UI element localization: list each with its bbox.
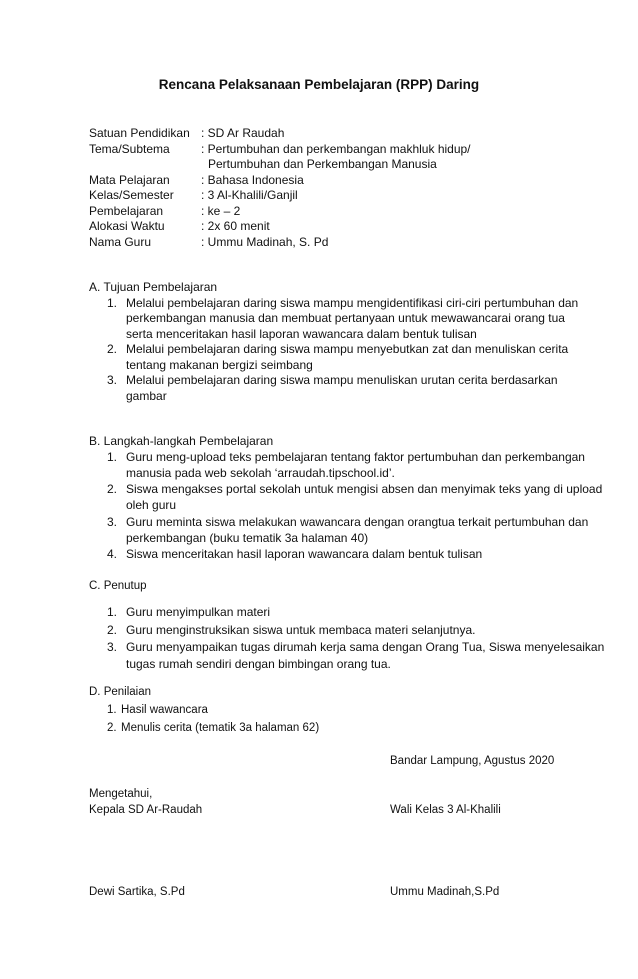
homeroom-teacher-name: Ummu Madinah,S.Pd [390, 886, 500, 898]
meta-value: : Ummu Madinah, S. Pd [201, 235, 329, 249]
list-item-line: perkembangan manusia dan membuat pertanyaan untuk mewawancarai orang tua [126, 311, 565, 325]
list-item-line: Guru menginstruksikan siswa untuk membaca materi selanjutnya. [126, 623, 476, 637]
list-item-number: 1. [107, 704, 117, 716]
list-item-number: 1. [107, 450, 118, 464]
list-item-number: 2. [107, 482, 118, 496]
meta-value: : SD Ar Raudah [201, 126, 285, 140]
list-item-line: Guru meminta siswa melakukan wawancara dengan orangtua terkait pertumbuhan dan [126, 515, 589, 529]
meta-label: Alokasi Waktu [89, 219, 165, 233]
meta-value: : 3 Al-Khalili/Ganjil [201, 188, 298, 202]
meta-value: : Bahasa Indonesia [201, 173, 304, 187]
list-item-line: Guru meng-upload teks pembelajaran tentang faktor pertumbuhan dan perkembangan [126, 450, 585, 464]
meta-label: Tema/Subtema [89, 142, 170, 156]
list-item-line: Siswa menceritakan hasil laporan wawancara dalam bentuk tulisan [126, 547, 483, 561]
list-item-line: Guru menyimpulkan materi [126, 605, 271, 619]
section-d-heading: D. Penilaian [89, 686, 152, 698]
list-item-line: manusia pada web sekolah ‘arraudah.tipschool.id’. [126, 466, 395, 480]
list-item-line: Melalui pembelajaran daring siswa mampu mengidentifikasi ciri-ciri pertumbuhan dan [126, 296, 579, 310]
principal-title: Kepala SD Ar-Raudah [89, 804, 203, 816]
list-item-line: gambar [126, 389, 167, 403]
list-item-line: serta menceritakan hasil laporan wawancara dalam bentuk tulisan [126, 327, 477, 341]
meta-value: : ke – 2 [201, 204, 241, 218]
list-item-line: Menulis cerita (tematik 3a halaman 62) [121, 722, 320, 734]
meta-value: : 2x 60 menit [201, 219, 270, 233]
meta-label: Pembelajaran [89, 204, 164, 218]
meta-label: Satuan Pendidikan [89, 126, 190, 140]
list-item-line: Guru menyampaikan tugas dirumah kerja sama dengan Orang Tua, Siswa menyelesaikan [126, 640, 605, 654]
meta-label: Nama Guru [89, 235, 152, 249]
list-item-number: 4. [107, 547, 118, 561]
list-item-number: 3. [107, 515, 118, 529]
section-a-heading: A. Tujuan Pembelajaran [89, 280, 218, 294]
list-item-number: 1. [107, 296, 118, 310]
list-item-number: 2. [107, 342, 118, 356]
list-item-number: 3. [107, 373, 118, 387]
section-b-heading: B. Langkah-langkah Pembelajaran [89, 434, 274, 448]
meta-label: Mata Pelajaran [89, 173, 170, 187]
document-title: Rencana Pelaksanaan Pembelajaran (RPP) Daring [158, 77, 480, 92]
section-c-heading: C. Penutup [89, 580, 147, 592]
list-item-number: 2. [107, 623, 118, 637]
meta-value: Pertumbuhan dan Perkembangan Manusia [208, 157, 437, 171]
mengetahui-label: Mengetahui, [89, 788, 153, 800]
list-item-line: Hasil wawancara [121, 704, 208, 716]
list-item-number: 3. [107, 640, 118, 654]
list-item-number: 1. [107, 605, 118, 619]
list-item-line: Melalui pembelajaran daring siswa mampu menyebutkan zat dan menuliskan cerita [126, 342, 569, 356]
list-item-line: tugas rumah sendiri dengan bimbingan orang tua. [126, 657, 391, 671]
meta-value: : Pertumbuhan dan perkembangan makhluk hidup/ [201, 142, 471, 156]
list-item-line: Melalui pembelajaran daring siswa mampu menuliskan urutan cerita berdasarkan [126, 373, 558, 387]
list-item-line: tentang makanan bergizi seimbang [126, 358, 313, 372]
principal-name: Dewi Sartika, S.Pd [89, 886, 185, 898]
meta-label: Kelas/Semester [89, 188, 174, 202]
list-item-line: perkembangan (buku tematik 3a halaman 40) [126, 531, 369, 545]
list-item-line: oleh guru [126, 498, 177, 512]
homeroom-teacher-title: Wali Kelas 3 Al-Khalili [390, 804, 501, 816]
list-item-line: Siswa mengakses portal sekolah untuk mengisi absen dan menyimak teks yang di upload [126, 482, 603, 496]
list-item-number: 2. [107, 722, 117, 734]
place-date: Bandar Lampung, Agustus 2020 [390, 755, 555, 767]
